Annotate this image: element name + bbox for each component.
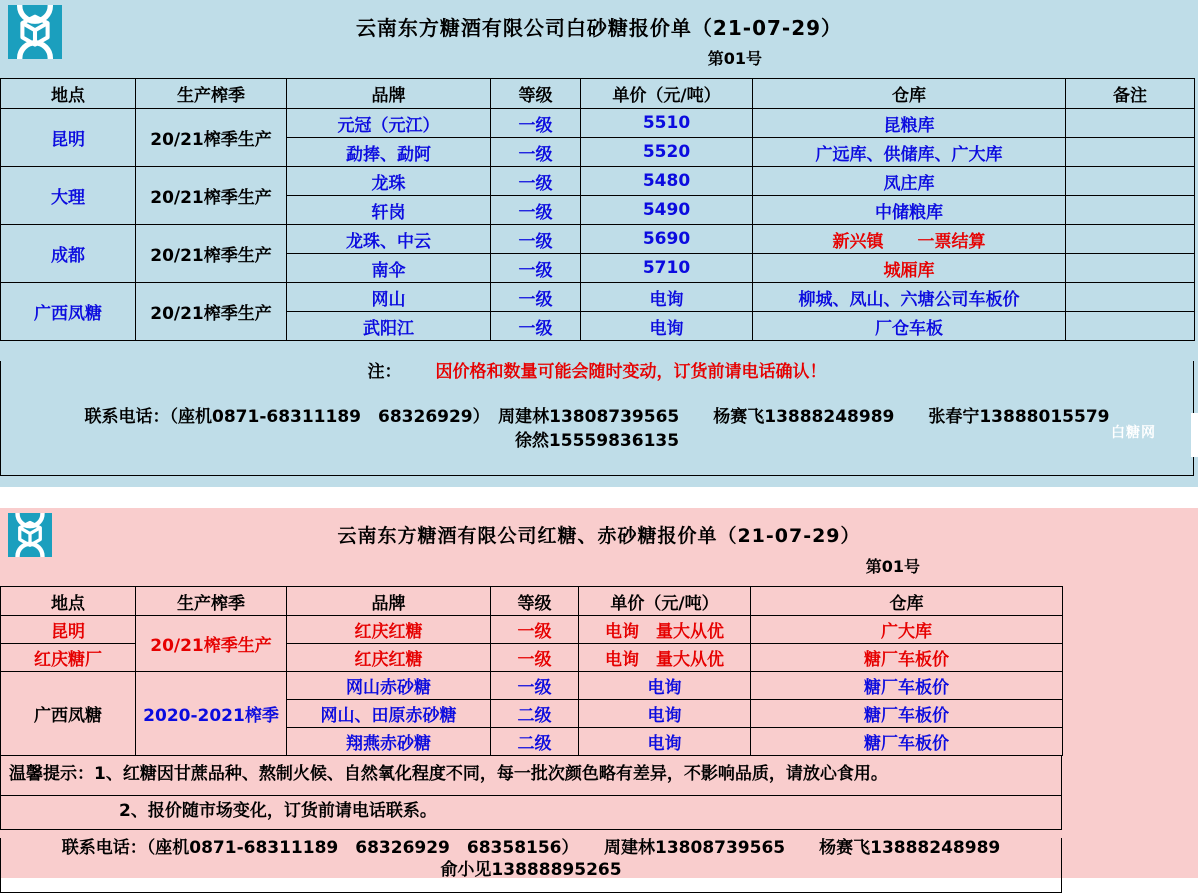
cell-grade: 一级	[491, 283, 581, 312]
cell-grade: 一级	[491, 109, 581, 138]
cell-price: 5510	[581, 109, 753, 138]
cell-season: 20/21榨季生产	[136, 225, 287, 283]
cell-price: 电询	[581, 312, 753, 341]
quality-tip-line: 温馨提示：1、红糖因甘蔗品种、熬制火候、自然氧化程度不同，每一批次颜色略有差异，不影响品质，请放心食用。	[0, 756, 1062, 796]
brown-sugar-quotation-sheet	[0, 508, 1198, 878]
cell-season: 20/21榨季生产	[136, 283, 287, 341]
cell-season: 20/21榨季生产	[136, 109, 287, 167]
document-number: 第01号	[707, 49, 762, 68]
cell-brand: 龙珠	[287, 167, 491, 196]
cell-brand: 网山、田原赤砂糖	[287, 700, 491, 728]
col-header-warehouse: 仓库	[753, 79, 1066, 109]
cell-grade: 一级	[491, 644, 579, 672]
cell-warehouse: 昆粮库	[753, 109, 1066, 138]
cell-grade: 二级	[491, 728, 579, 756]
cell-price: 电询 量大从优	[579, 644, 751, 672]
cell-brand: 翔燕赤砂糖	[287, 728, 491, 756]
cell-price: 电询	[579, 672, 751, 700]
cell-season: 20/21榨季生产	[136, 167, 287, 225]
cell-remark	[1066, 283, 1195, 312]
site-watermark: 白糖网	[1111, 425, 1156, 441]
cell-warehouse: 厂仓车板	[753, 312, 1066, 341]
cell-warehouse: 凤庄库	[753, 167, 1066, 196]
note-text: 因价格和数量可能会随时变动，订货前请电话确认！	[435, 362, 827, 382]
page-title: 云南东方糖酒有限公司红糖、赤砂糖报价单（21-07-29）	[337, 525, 861, 547]
cell-remark	[1066, 254, 1195, 283]
cell-price: 电询	[581, 283, 753, 312]
cell-season: 20/21榨季生产	[136, 616, 287, 672]
cell-brand: 网山	[287, 283, 491, 312]
contact-phones-line1: 联系电话：（座机0871-68311189 68326929） 周建林13808739565 杨赛飞13888248989 张春宁13888015579	[84, 407, 1110, 427]
cell-price: 电询	[579, 728, 751, 756]
company-logo-icon	[8, 513, 52, 557]
col-header-brand: 品牌	[287, 587, 491, 616]
cell-grade: 二级	[491, 700, 579, 728]
cell-location: 广西凤糖	[1, 672, 136, 756]
cell-remark	[1066, 167, 1195, 196]
page-title: 云南东方糖酒有限公司白砂糖报价单（21-07-29）	[355, 16, 843, 40]
cell-warehouse: 中储粮库	[753, 196, 1066, 225]
header-row	[1, 587, 1063, 616]
price-tip-line: 2、报价随市场变化，订货前请电话联系。	[0, 796, 1062, 830]
cell-warehouse: 糖厂车板价	[751, 644, 1063, 672]
cell-price: 5520	[581, 138, 753, 167]
cell-grade: 一级	[491, 254, 581, 283]
table-row	[1, 672, 1063, 700]
cell-price: 5710	[581, 254, 753, 283]
cell-warehouse: 城厢库	[753, 254, 1066, 283]
col-header-season: 生产榨季	[136, 79, 287, 109]
cell-warehouse: 广大库	[751, 616, 1063, 644]
table-row	[1, 225, 1195, 254]
cell-remark	[1066, 138, 1195, 167]
col-header-grade: 等级	[491, 79, 581, 109]
cell-brand: 南伞	[287, 254, 491, 283]
white-sugar-table	[0, 78, 1195, 341]
cell-grade: 一级	[491, 138, 581, 167]
col-header-season: 生产榨季	[136, 587, 287, 616]
table-row	[1, 616, 1063, 644]
note-label: 注：	[367, 362, 402, 382]
brown-sugar-table	[0, 586, 1063, 756]
cell-brand: 龙珠、中云	[287, 225, 491, 254]
contacts-box	[0, 838, 1062, 893]
cell-location: 昆明	[1, 616, 136, 644]
cell-season: 2020-2021榨季	[136, 672, 287, 756]
cell-remark	[1066, 196, 1195, 225]
cell-brand: 红庆红糖	[287, 616, 491, 644]
cell-location: 红庆糖厂	[1, 644, 136, 672]
cell-price: 5490	[581, 196, 753, 225]
cell-brand: 武阳江	[287, 312, 491, 341]
price-change-note	[1, 361, 1193, 383]
cell-location: 大理	[1, 167, 136, 225]
cell-grade: 一级	[491, 616, 579, 644]
cell-location: 广西凤糖	[1, 283, 136, 341]
col-header-warehouse: 仓库	[751, 587, 1063, 616]
table-row	[1, 283, 1195, 312]
cell-brand: 轩岗	[287, 196, 491, 225]
cell-grade: 一级	[491, 312, 581, 341]
notes-and-contacts-box	[0, 361, 1194, 476]
col-header-brand: 品牌	[287, 79, 491, 109]
edge-strip	[1191, 413, 1198, 457]
cell-brand: 元冠（元江）	[287, 109, 491, 138]
cell-remark	[1066, 225, 1195, 254]
company-logo-icon	[8, 5, 62, 59]
contact-phones-line2: 徐然15559836135	[514, 431, 680, 451]
section-divider	[0, 487, 1198, 508]
cell-grade: 一级	[491, 225, 581, 254]
cell-warehouse: 糖厂车板价	[751, 700, 1063, 728]
contact-phones-line1: 联系电话：（座机0871-68311189 68326929 68358156） 周建林13808739565 杨赛飞13888248989	[61, 838, 1001, 858]
col-header-price: 单价（元/吨）	[579, 587, 751, 616]
cell-grade: 一级	[491, 196, 581, 225]
contact-phones-line2: 俞小见13888895265	[440, 860, 622, 880]
cell-warehouse: 糖厂车板价	[751, 672, 1063, 700]
document-number: 第01号	[865, 557, 920, 576]
cell-price: 5690	[581, 225, 753, 254]
table-row	[1, 167, 1195, 196]
cell-price: 5480	[581, 167, 753, 196]
col-header-price: 单价（元/吨）	[581, 79, 753, 109]
cell-remark	[1066, 109, 1195, 138]
col-header-remark: 备注	[1066, 79, 1195, 109]
cell-grade: 一级	[491, 672, 579, 700]
cell-brand: 网山赤砂糖	[287, 672, 491, 700]
col-header-grade: 等级	[491, 587, 579, 616]
cell-brand: 勐捧、勐阿	[287, 138, 491, 167]
cell-location: 成都	[1, 225, 136, 283]
cell-grade: 一级	[491, 167, 581, 196]
cell-price: 电询 量大从优	[579, 616, 751, 644]
header-row	[1, 79, 1195, 109]
cell-warehouse: 糖厂车板价	[751, 728, 1063, 756]
cell-brand: 红庆红糖	[287, 644, 491, 672]
cell-remark	[1066, 312, 1195, 341]
cell-warehouse: 广远库、供储库、广大库	[753, 138, 1066, 167]
cell-price: 电询	[579, 700, 751, 728]
cell-warehouse: 柳城、凤山、六塘公司车板价	[753, 283, 1066, 312]
col-header-location: 地点	[1, 587, 136, 616]
col-header-location: 地点	[1, 79, 136, 109]
table-row	[1, 109, 1195, 138]
cell-warehouse: 新兴镇 一票结算	[753, 225, 1066, 254]
cell-location: 昆明	[1, 109, 136, 167]
